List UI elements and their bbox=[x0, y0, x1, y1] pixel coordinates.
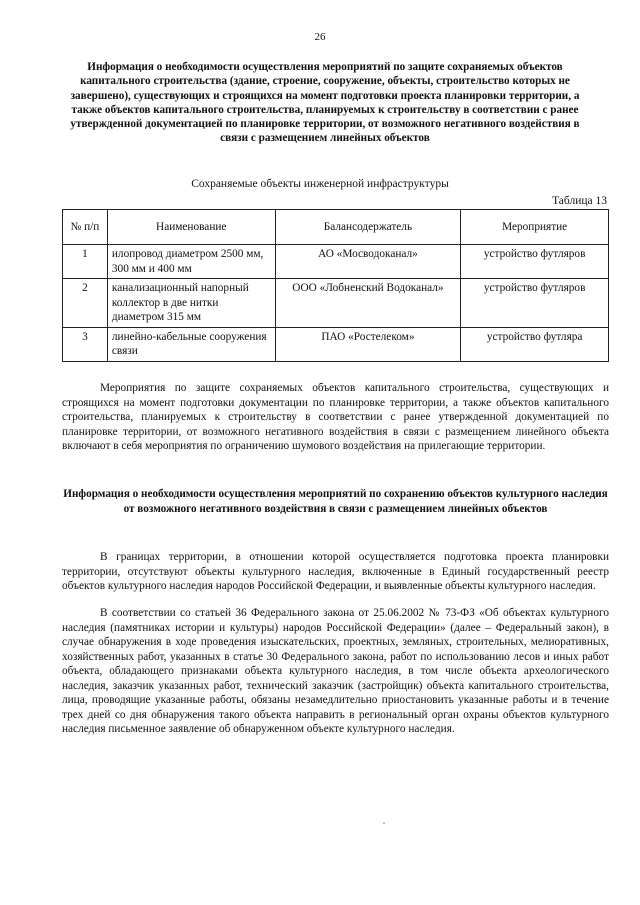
header-number: № п/п bbox=[63, 210, 108, 245]
cell-holder: АО «Мосводоканал» bbox=[275, 245, 461, 279]
header-measure: Мероприятие bbox=[461, 210, 609, 245]
infrastructure-table bbox=[62, 209, 609, 362]
cell-measure: устройство футляров bbox=[461, 279, 609, 328]
cell-number: 1 bbox=[63, 245, 108, 279]
table-caption: Сохраняемые объекты инженерной инфраструктуры bbox=[191, 178, 449, 190]
cell-name: линейно-кабельные сооружения связи bbox=[107, 327, 275, 361]
paragraph-heritage-absence: В границах территории, в отношении которой осуществляется подготовка проекта планировки территории, отсутствуют объекты культурного наследия, включенные в Единый государственный реестр объектов культурного наследия народов Российской Федерации, и выявленные объекты культурного наследия. bbox=[62, 551, 609, 592]
table-row bbox=[63, 245, 609, 279]
cell-name: канализационный напорный коллектор в две нитки диаметром 315 мм bbox=[107, 279, 275, 328]
cell-holder: ПАО «Ростелеком» bbox=[275, 327, 461, 361]
header-name: Наименование bbox=[107, 210, 275, 245]
cell-name: илопровод диаметром 2500 мм, 300 мм и 400 мм bbox=[107, 245, 275, 279]
paragraph-heritage-law: В соответствии со статьей 36 Федерального закона от 25.06.2002 № 73-ФЗ «Об объектах культурного наследия (памятниках истории и культуры) народов Российской Федерации» (далее – Федеральный закон), в случае обнаружения в ходе проведения изыскательских, проектных, земляных, строительных, мелиоративных, хозяйственных работ, указанных в статье 30 Федерального закона, работ по использованию лесов и иных работ объекта, обладающего признаками объекта культурного наследия, в том числе объекта археологического наследия, заказчик указанных работ, технический заказчик (застройщик) объекта капитального строительства, лица, проводящие указанные работы, обязаны незамедлительно приостановить указанные работы и в течение трех дней со дня обнаружения такого объекта направить в региональный орган охраны объектов культурного наследия письменное заявление об обнаруженном объекте культурного наследия. bbox=[62, 607, 609, 735]
paragraph-protection-measures: Мероприятия по защите сохраняемых объектов капитального строительства, существующих и строящихся на момент подготовки документации по планировке территории, а также объектов капитального строительства, планируемых к строительству в соответствии с ранее утвержденной документацией по планировке территории, от возможного негативного воздействия в связи с размещением линейного объекта включают в себя мероприятия по ограничению шумового воздействия на прилегающие территории. bbox=[62, 382, 609, 452]
table-label: Таблица 13 bbox=[552, 195, 607, 207]
section-heading: Информация о необходимости осуществления мероприятий по защите сохраняемых объектов капитального строительства (здание, строение, сооружение, объекты, строительство которых не завершено), существующих и строящихся на момент подготовки проекта планировки территории, а также объектов капитального строительства, планируемых к строительству в соответствии с ранее утвержденной документацией по планировке территории, от возможного негативного воздействия в связи с размещением линейных объектов bbox=[70, 61, 580, 145]
header-holder: Балансодержатель bbox=[275, 210, 461, 245]
table-header-row bbox=[63, 210, 609, 245]
page-number: 26 bbox=[314, 31, 326, 43]
cell-holder: ООО «Лобненский Водоканал» bbox=[275, 279, 461, 328]
section-heading-heritage: Информация о необходимости осуществления мероприятий по сохранению объектов культурного наследия от возможного негативного воздействия в связи с размещением линейных объектов bbox=[63, 488, 608, 515]
cell-measure: устройство футляра bbox=[461, 327, 609, 361]
table-row bbox=[63, 279, 609, 328]
cell-measure: устройство футляров bbox=[461, 245, 609, 279]
scan-speck bbox=[383, 822, 385, 824]
table-row bbox=[63, 327, 609, 361]
cell-number: 3 bbox=[63, 327, 108, 361]
cell-number: 2 bbox=[63, 279, 108, 328]
